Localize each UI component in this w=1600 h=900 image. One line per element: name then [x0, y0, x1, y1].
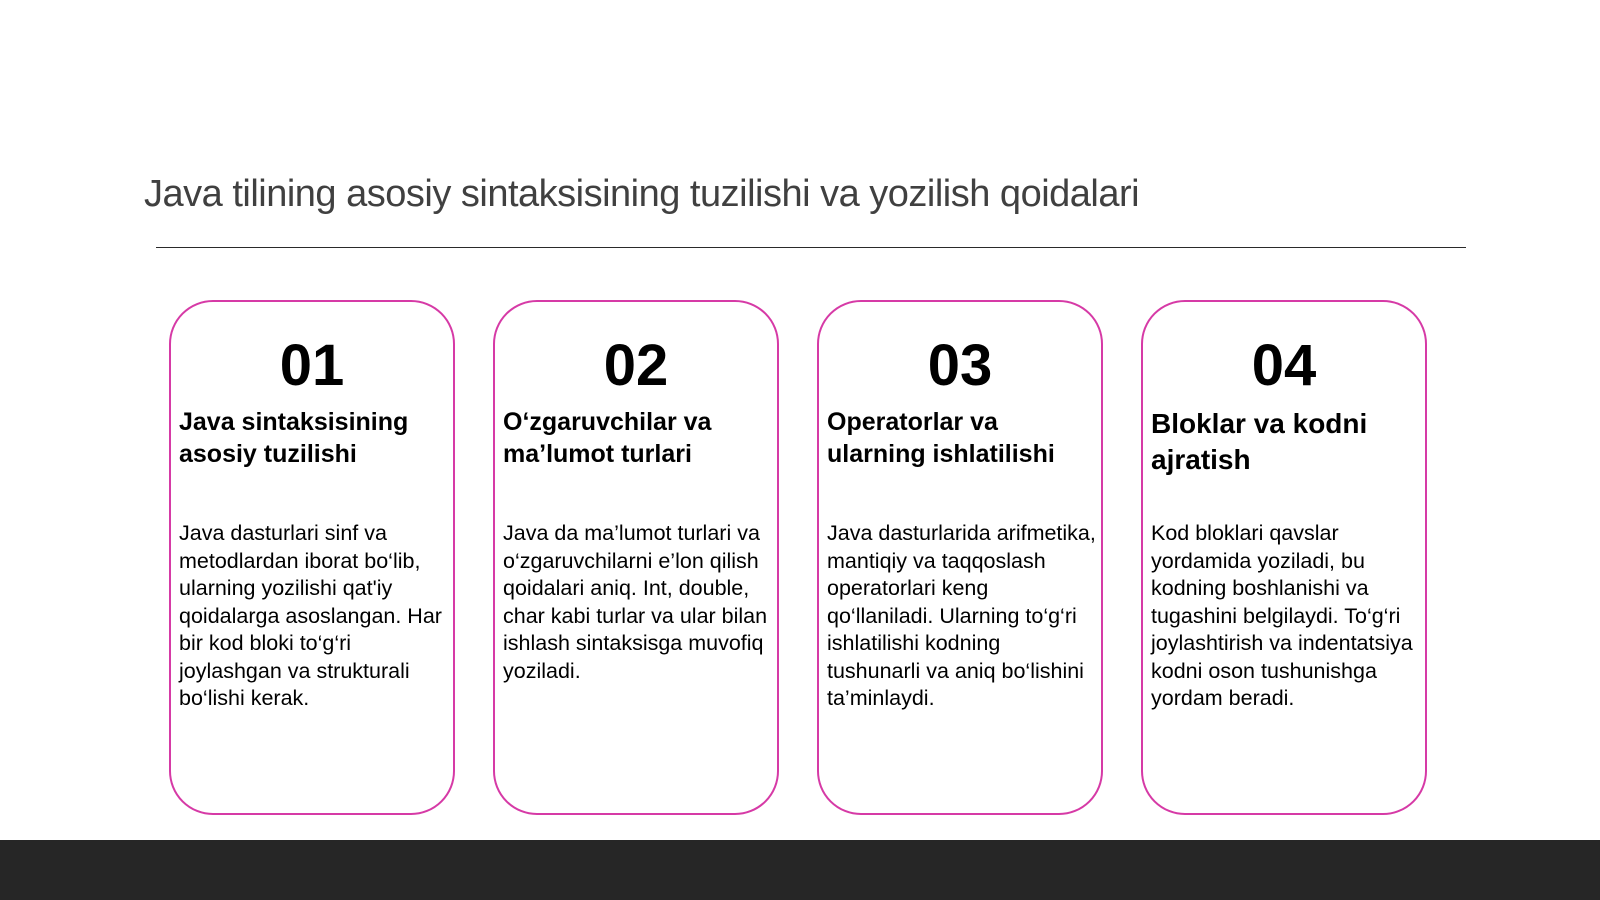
card-body: Java da ma’lumot turlari va o‘zgaruvchilarni e’lon qilish qoidalari aniq. Int, double, char kabi turlar va ular bilan ishlash sintaksisga muvofiq yoziladi. [503, 521, 768, 683]
card-heading: Operatorlar va ularning ishlatilishi [827, 408, 1055, 468]
card-4 [1141, 300, 1427, 815]
slide-title: Java tilining asosiy sintaksisining tuzilishi va yozilish qoidalari [144, 173, 1140, 215]
card-body: Java dasturlari sinf va metodlardan iborat bo‘lib, ularning yozilishi qat'iy qoidalarga asoslangan. Har bir kod bloki to‘g‘ri joylashgan va strukturali bo‘lishi kerak. [179, 521, 442, 710]
card-number: 01 [279, 333, 345, 398]
card-number: 02 [603, 333, 669, 398]
card-3 [817, 300, 1103, 815]
card-number: 03 [927, 333, 993, 398]
card-body: Kod bloklari qavslar yordamida yoziladi, bu kodning boshlanishi va tugashini belgilaydi. To‘g‘ri joylashtirish va indentatsiya kodni oson tushunishga yordam beradi. [1151, 521, 1413, 710]
card-body: Java dasturlarida arifmetika, mantiqiy va taqqoslash operatorlari keng qo‘llaniladi. Ularning to‘g‘ri ishlatilishi kodning tushunarli va aniq bo‘lishini ta’minlaydi. [827, 521, 1096, 710]
card-number: 04 [1251, 333, 1317, 398]
card-1 [169, 300, 455, 815]
title-divider [156, 247, 1466, 248]
footer-bar [0, 840, 1600, 900]
card-heading: O‘zgaruvchilar va ma’lumot turlari [503, 408, 712, 468]
card-heading: Bloklar va kodni ajratish [1151, 408, 1368, 475]
card-heading: Java sintaksisining asosiy tuzilishi [179, 408, 409, 468]
card-2 [493, 300, 779, 815]
